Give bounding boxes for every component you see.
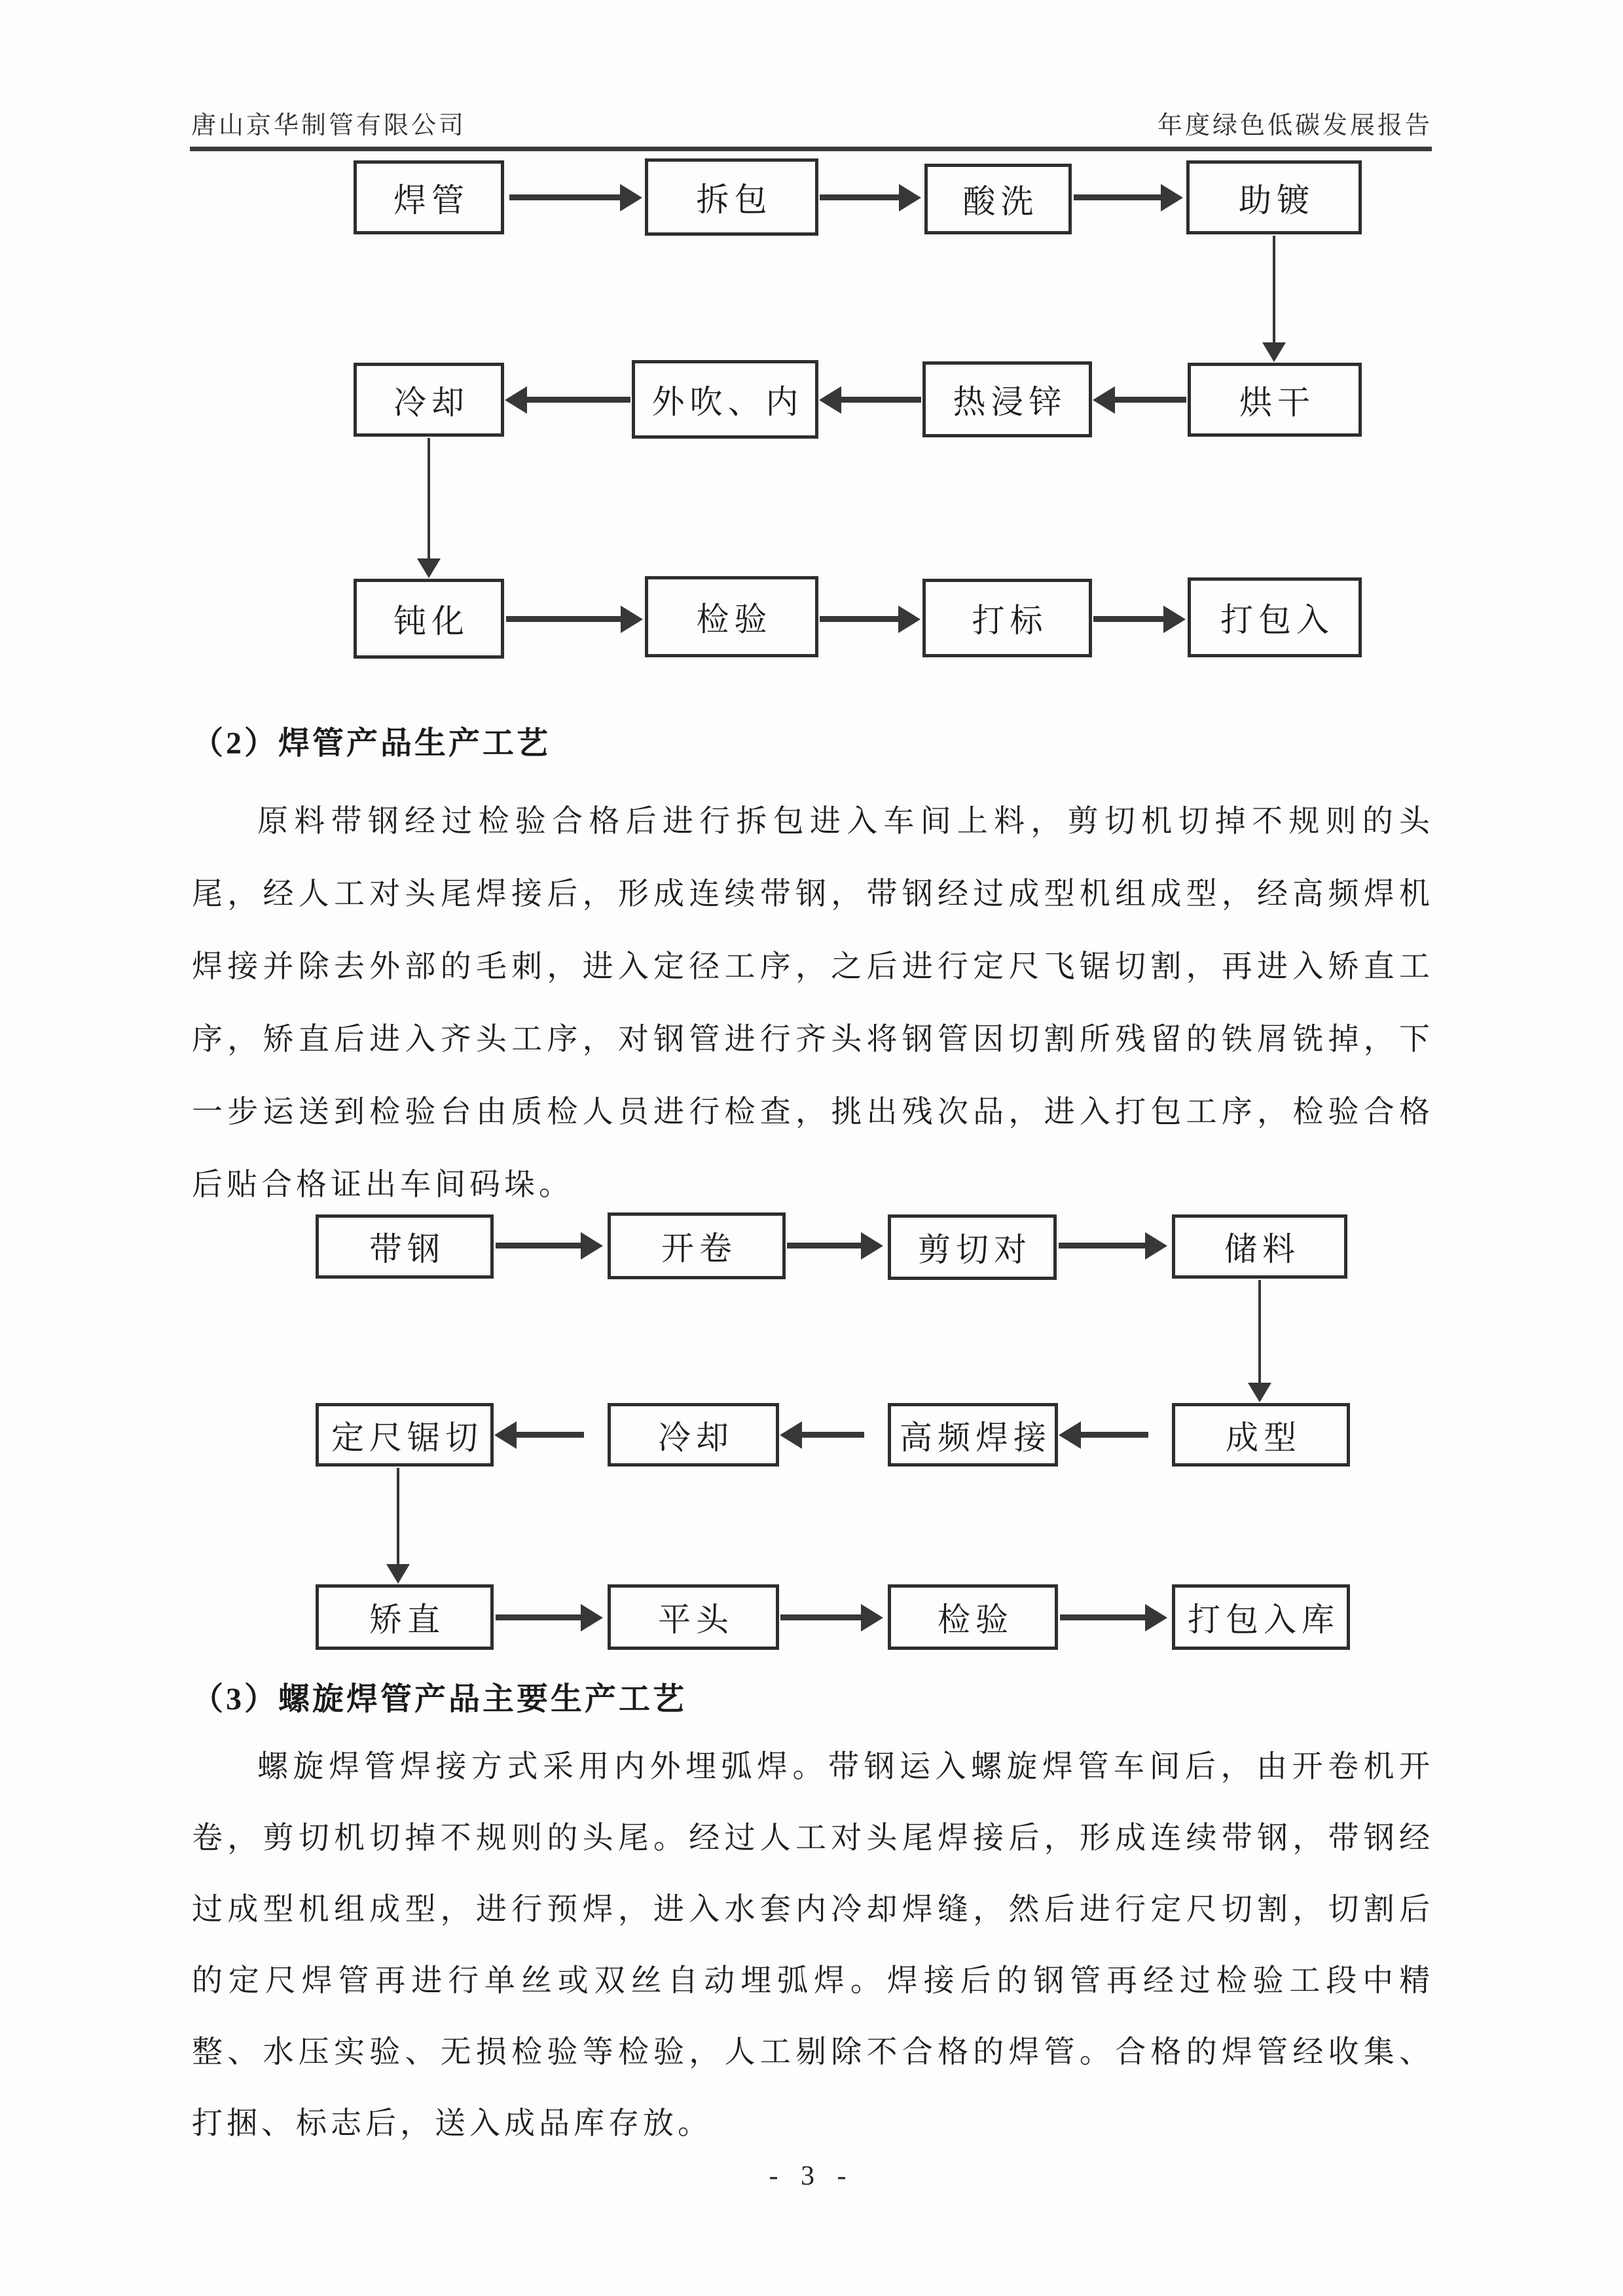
header-rule: [190, 147, 1432, 151]
process-box-uncoiling: 开卷: [608, 1212, 786, 1279]
arrow-right-icon: [496, 1243, 581, 1248]
process-box-forming: 成型: [1172, 1403, 1350, 1467]
arrow-right-icon: [780, 1614, 862, 1620]
process-box-packing: 打包入: [1188, 577, 1362, 657]
process-box-outer-inner-blow: 外吹、内: [632, 360, 818, 439]
process-box-material-storage: 储料: [1172, 1214, 1347, 1279]
section-2-paragraph: 原料带钢经过检验合格后进行拆包进入车间上料，剪切机切掉不规则的头尾，经人工对头尾焊接后，形成连续带钢，带钢经过成型机组成型，经高频焊机焊接并除去外部的毛刺，进入定径工序，之后进行定尺飞锯切割，再进入矫直工序，矫直后进入齐头工序，对钢管进行齐头将钢管因切割所残留的铁屑铣掉，下一步运送到检验台由质检人员进行检查，挑出残次品，进入打包工序，检验合格后贴合格证出车间码垛。: [192, 805, 1434, 1202]
header-company-name: 唐山京华制管有限公司: [191, 112, 467, 139]
arrow-right-icon: [787, 1243, 862, 1248]
arrow-down-icon: [397, 1468, 399, 1565]
process-box-pack-warehouse: 打包入库: [1172, 1584, 1350, 1650]
arrow-left-icon: [1080, 1432, 1148, 1438]
page-number: - 3 -: [769, 2161, 854, 2191]
process-box-drying: 烘干: [1188, 363, 1362, 437]
process-box-cooling-1: 冷却: [354, 363, 504, 437]
process-box-pickling: 酸洗: [924, 164, 1072, 234]
arrow-right-icon: [820, 616, 899, 622]
process-box-shear-butt-weld: 剪切对: [888, 1214, 1057, 1280]
process-box-strip-steel: 带钢: [316, 1214, 494, 1279]
arrow-right-icon: [1093, 616, 1164, 622]
process-box-cooling-2: 冷却: [608, 1403, 779, 1467]
arrow-right-icon: [496, 1614, 581, 1620]
arrow-left-icon: [801, 1432, 864, 1438]
header-report-title: 年度绿色低碳发展报告: [1157, 112, 1432, 139]
arrow-left-icon: [526, 397, 630, 403]
process-box-straightening: 矫直: [316, 1584, 494, 1650]
section-2-heading: （2）焊管产品生产工艺: [192, 726, 551, 761]
process-box-hf-welding: 高频焊接: [888, 1403, 1058, 1467]
page-header: [191, 105, 1432, 141]
arrow-down-icon: [1258, 1280, 1261, 1383]
process-box-inspection-1: 检验: [645, 576, 818, 657]
process-box-inspection-2: 检验: [888, 1584, 1058, 1650]
arrow-right-icon: [1074, 194, 1161, 200]
process-box-cut-to-length-saw: 定尺锯切: [316, 1403, 494, 1467]
arrow-right-icon: [1059, 1243, 1146, 1248]
arrow-right-icon: [506, 616, 621, 622]
process-box-passivation: 钝化: [354, 579, 504, 659]
arrow-right-icon: [1060, 1614, 1146, 1620]
section-3-heading: （3）螺旋焊管产品主要生产工艺: [192, 1682, 687, 1717]
arrow-left-icon: [516, 1432, 584, 1438]
arrow-right-icon: [509, 194, 621, 200]
arrow-down-icon: [1273, 236, 1275, 343]
process-box-welded-pipe: 焊管: [354, 160, 504, 234]
arrow-down-icon: [428, 438, 430, 559]
process-box-flat-head: 平头: [608, 1584, 779, 1650]
arrow-left-icon: [1114, 397, 1186, 403]
section-3-paragraph: 螺旋焊管焊接方式采用内外埋弧焊。带钢运入螺旋焊管车间后，由开卷机开卷，剪切机切掉不规则的头尾。经过人工对头尾焊接后，形成连续带钢，带钢经过成型机组成型，进行预焊，进入水套内冷却焊缝，然后进行定尺切割，切割后的定尺焊管再进行单丝或双丝自动埋弧焊。焊接后的钢管再经过检验工段中精整、水压实验、无损检验等检验，人工剔除不合格的焊管。合格的焊管经收集、打捆、标志后，送入成品库存放。: [192, 1750, 1434, 2141]
process-box-fluxing: 助镀: [1186, 160, 1362, 234]
process-box-marking: 打标: [922, 579, 1092, 657]
process-box-hot-dip-galvanize: 热浸锌: [922, 361, 1092, 437]
arrow-left-icon: [841, 397, 921, 403]
process-box-unpacking: 拆包: [645, 158, 818, 236]
arrow-right-icon: [820, 194, 900, 200]
